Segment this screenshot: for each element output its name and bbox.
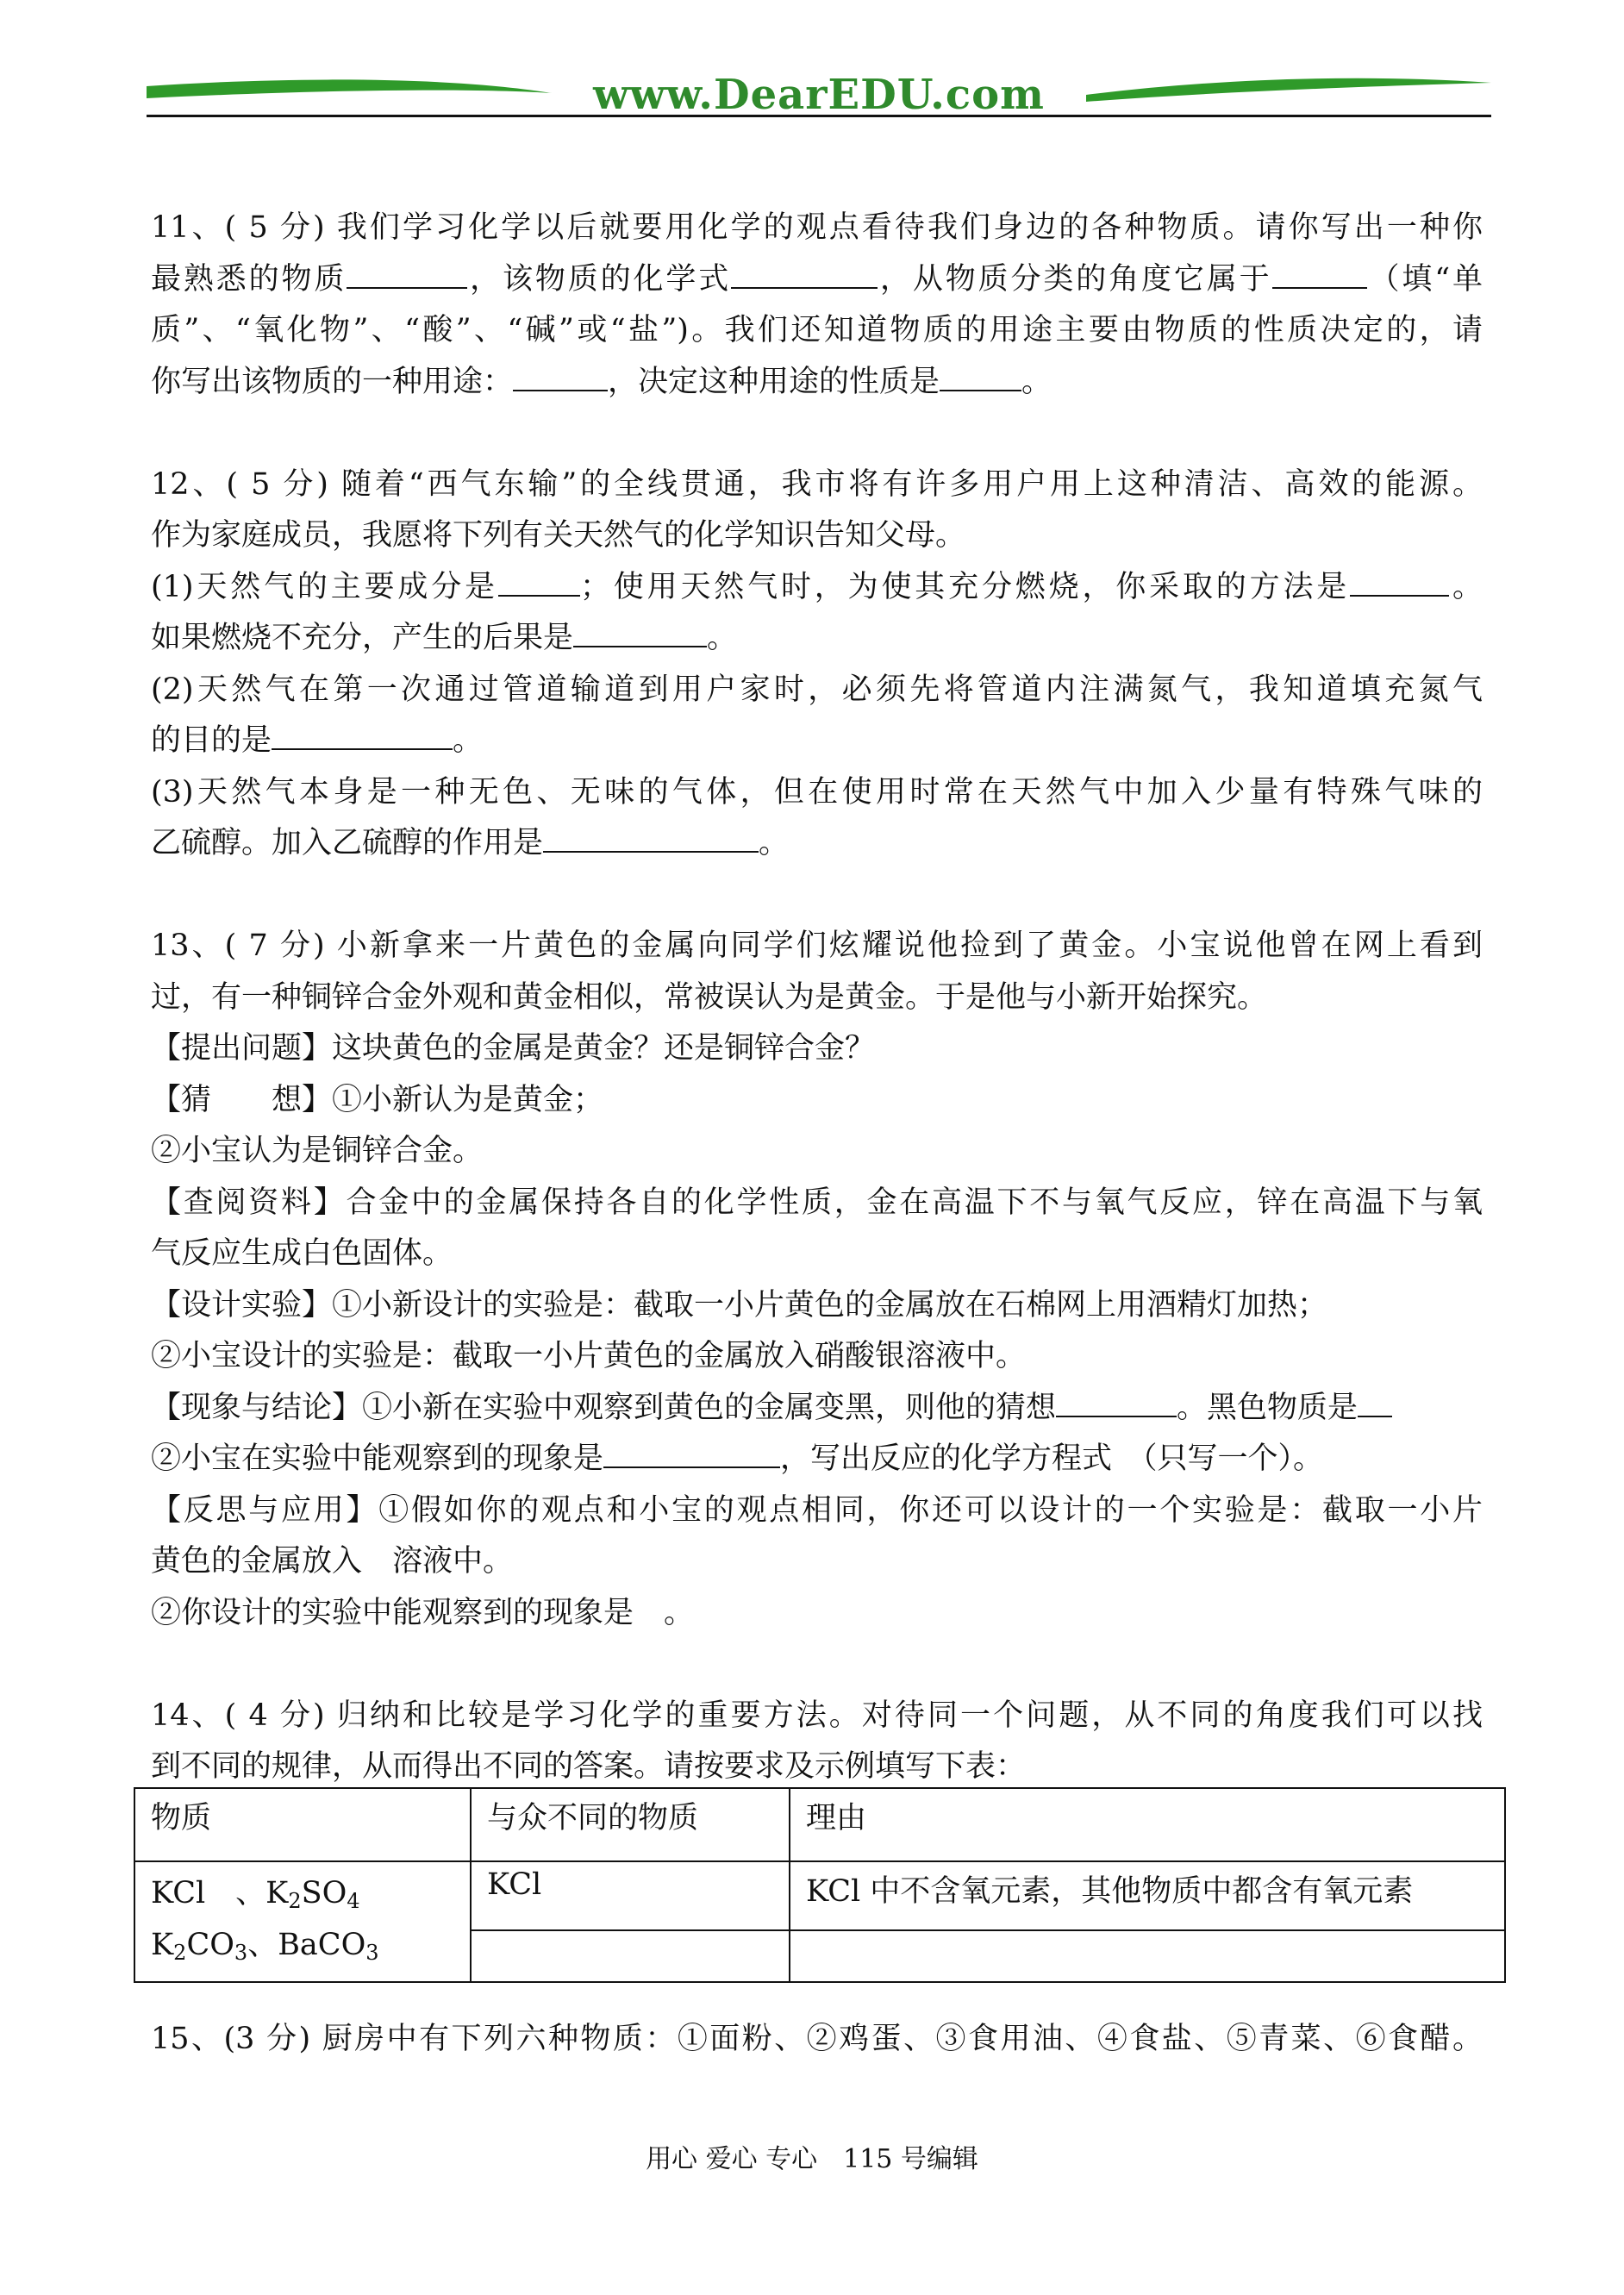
q12-line-3: (1)天然气的主要成分是 ；使用天然气时，为使其充分燃烧，你采取的方法是 。 [151, 562, 1483, 614]
classification-table [134, 1787, 1506, 1983]
table-cell-answer-substance[interactable] [471, 1930, 790, 1982]
answer-blank[interactable] [1350, 562, 1449, 597]
q13-line-7: 气反应生成白色固体。 [151, 1236, 453, 1271]
q14-line-2: 到不同的规律，从而得出不同的答案。请按要求及示例填写下表： [151, 1749, 1027, 1784]
q12-line-8: 乙硫醇。加入乙硫醇的作用是 。 [151, 818, 1483, 870]
table-cell-answer-reason[interactable] [790, 1930, 1505, 1982]
q13-line-8: 【设计实验】①小新设计的实验是：截取一小片黄色的金属放在石棉网上用酒精灯加热； [151, 1287, 1328, 1323]
site-logo-text: www.DearEDU.com [593, 71, 1045, 119]
q15-block [151, 2014, 1483, 2066]
q12-line-1: 12、( 5 分) 随着“西气东输”的全线贯通，我市将有许多用户用上这种清洁、高效的能源。 [151, 466, 1483, 502]
q13-line-2: 过，有一种铜锌合金外观和黄金相似，常被误认为是黄金。于是他与小新开始探究。 [151, 979, 1268, 1015]
q13-line-11: ②小宝在实验中能观察到的现象是 ，写出反应的化学方程式 （只写一个）。 [151, 1434, 1483, 1485]
table-header-reason: 理由 [790, 1788, 1505, 1861]
answer-blank[interactable] [513, 357, 608, 391]
q13-line-5: ②小宝认为是铜锌合金。 [151, 1134, 484, 1168]
q13-line-14: ②你设计的实验中能观察到的现象是 。 [151, 1595, 695, 1630]
q12-line-2: 作为家庭成员，我愿将下列有关天然气的化学知识告知父母。 [151, 518, 966, 553]
q12-line-5: (2)天然气在第一次通过管道输道到用户家时，必须先将管道内注满氮气，我知道填充氮气 [151, 672, 1483, 707]
table-header-odd-one: 与众不同的物质 [471, 1788, 790, 1861]
table-header-substances: 物质 [134, 1788, 471, 1861]
answer-blank[interactable] [1272, 254, 1367, 289]
q11-line-1: 11、( 5 分) 我们学习化学以后就要用化学的观点看待我们身边的各种物质。请你写出一种你 [151, 210, 1483, 245]
page-footer: 用心 爱心 专心 115 号编辑 [646, 2144, 978, 2174]
q13-line-4: 【猜 想】①小新认为是黄金； [151, 1082, 604, 1117]
answer-blank[interactable] [940, 357, 1021, 391]
q13-line-10: 【现象与结论】①小新在实验中观察到黄色的金属变黑，则他的猜想 。黑色物质是 [151, 1383, 1483, 1435]
q12-line-7: (3)天然气本身是一种无色、无味的气体，但在使用时常在天然气中加入少量有特殊气味的 [151, 774, 1483, 810]
answer-blank[interactable] [272, 716, 453, 750]
question-content [151, 203, 1483, 1793]
q13-line-13: 黄色的金属放入 溶液中。 [151, 1544, 514, 1579]
q13-line-1: 13、( 7 分) 小新拿来一片黄色的金属向同学们炫耀说他捡到了黄金。小宝说他曾在网上看到 [151, 929, 1483, 963]
table-cell-example-reason: KCl 中不含氧元素，其他物质中都含有氧元素 [790, 1861, 1505, 1930]
q11-line-3: 质”、“氧化物”、“酸”、“碱”或“盐”)。我们还知道物质的用途主要由物质的性质决定的，请 [151, 313, 1483, 347]
answer-blank[interactable] [603, 1434, 780, 1468]
q11-line-4: 你写出该物质的一种用途： ，决定这种用途的性质是 。 [151, 357, 1483, 409]
q14-line-1: 14、( 4 分) 归纳和比较是学习化学的重要方法。对待同一个问题，从不同的角度我们可以找 [151, 1698, 1483, 1733]
q15-line-1: 15、(3 分) 厨房中有下列六种物质：①面粉、②鸡蛋、③食用油、④食盐、⑤青菜、⑥食醋。 [151, 2022, 1483, 2056]
answer-blank[interactable] [1358, 1383, 1392, 1417]
answer-blank[interactable] [498, 562, 580, 597]
q13-line-6: 【查阅资料】合金中的金属保持各自的化学性质，金在高温下不与氧气反应，锌在高温下与氧 [151, 1185, 1483, 1220]
answer-blank[interactable] [1056, 1383, 1177, 1417]
answer-blank[interactable] [731, 254, 878, 289]
q13-line-12: 【反思与应用】①假如你的观点和小宝的观点相同，你还可以设计的一个实验是：截取一小片 [151, 1492, 1483, 1528]
table-cell-example-substance: KCl [471, 1861, 790, 1930]
answer-blank[interactable] [543, 818, 759, 853]
q11-line-2: 最熟悉的物质 ，该物质的化学式 ，从物质分类的角度它属于 （填“单 [151, 254, 1483, 306]
q12-line-4: 如果燃烧不充分，产生的后果是 。 [151, 613, 1483, 665]
site-header [147, 69, 1491, 129]
q13-line-9: ②小宝设计的实验是：截取一小片黄色的金属放入硝酸银溶液中。 [151, 1339, 1027, 1373]
q13-line-3: 【提出问题】这块黄色的金属是黄金？还是铜锌合金？ [151, 1031, 876, 1066]
q12-line-6: 的目的是 。 [151, 716, 1483, 767]
answer-blank[interactable] [573, 613, 707, 647]
answer-blank[interactable] [347, 254, 467, 289]
table-cell-substances: KCl 、$K_2SO_4$ $K_2CO_3$、BaCO$_3$ [134, 1861, 471, 1982]
